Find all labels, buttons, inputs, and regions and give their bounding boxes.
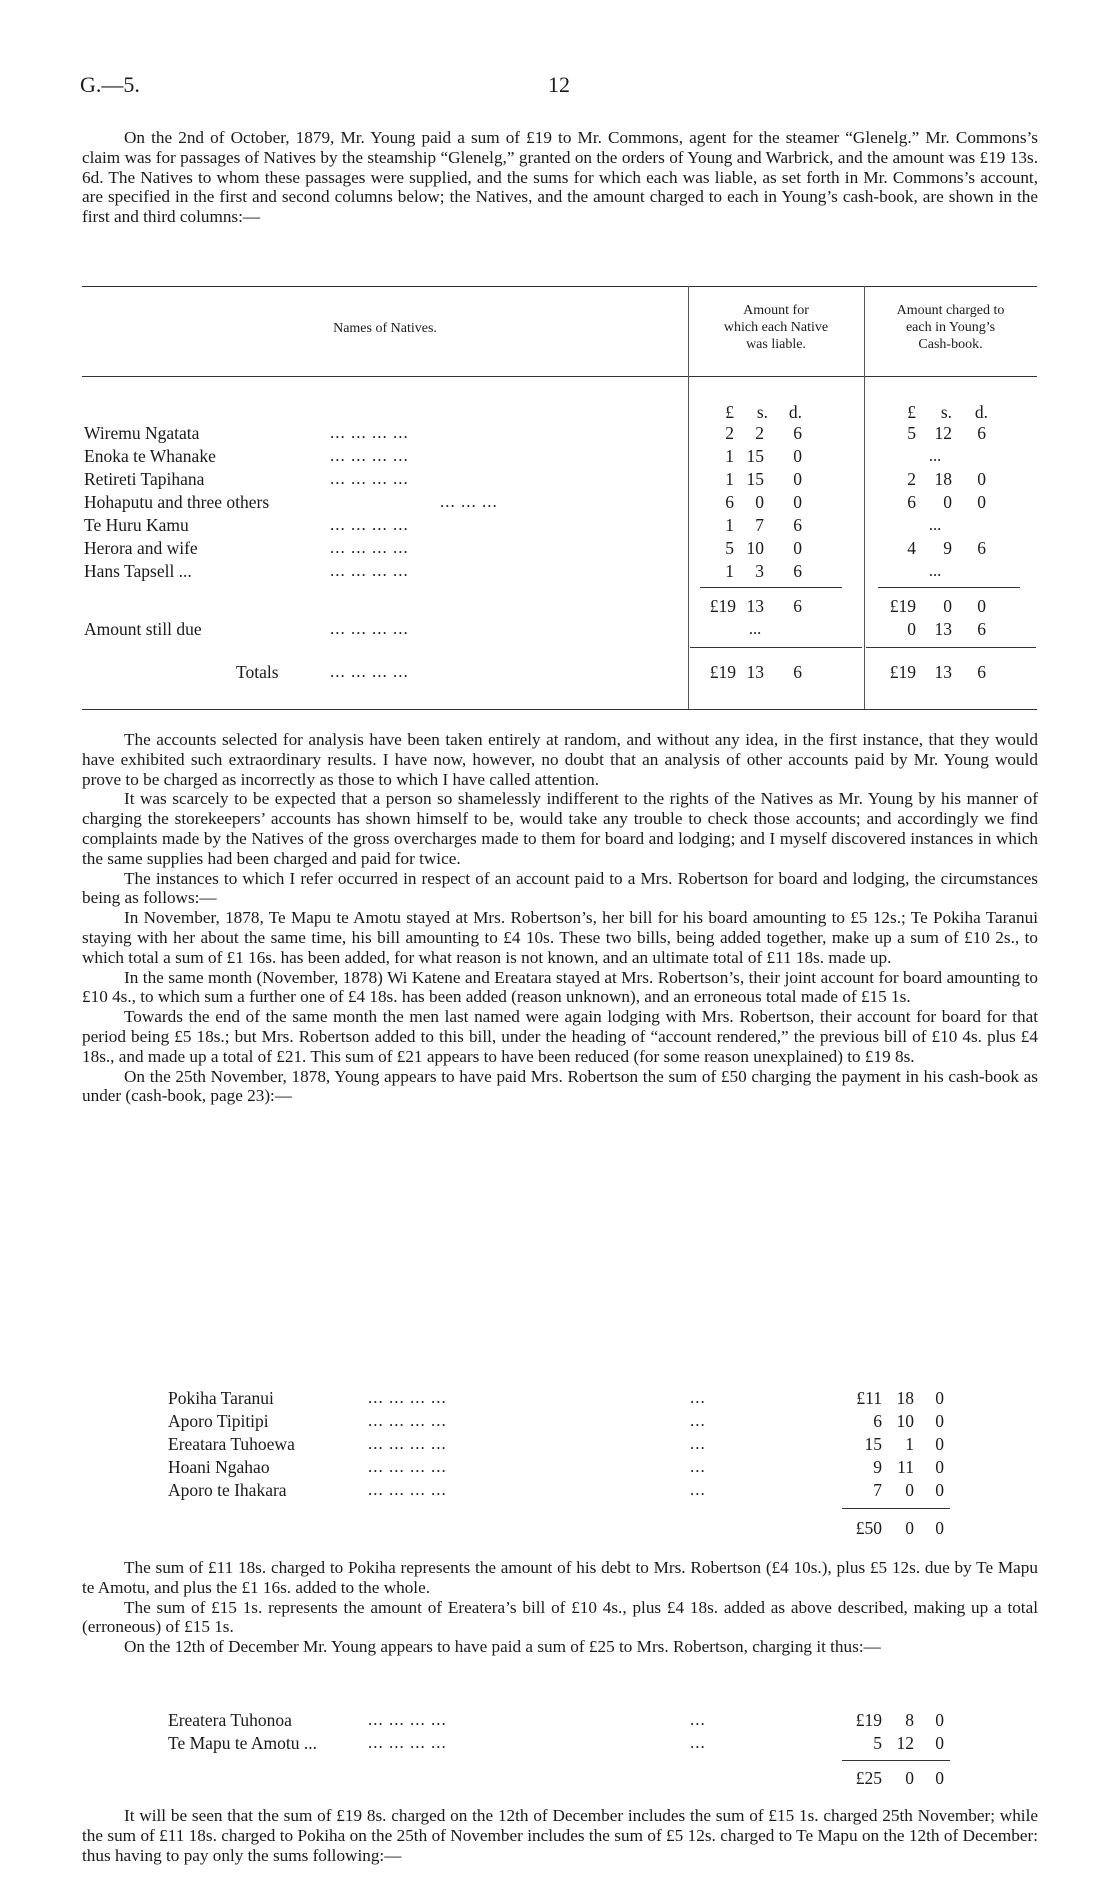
still-due-charged-pounds: 0 [907,619,916,639]
liable-shillings: 7 [755,515,764,535]
closing-paragraph [82,1806,1038,1865]
dot-leader: ... ... ... ... [368,1457,447,1476]
liable-shillings: 2 [755,423,764,443]
body-paragraph [82,730,1038,789]
dot-leader: ... ... ... ... [330,619,409,638]
col-liable-header-line: was liable. [746,337,806,352]
col-charged-header-line: Cash-book. [918,337,983,352]
list-item-shillings: 8 [905,1710,914,1730]
liable-pounds: 1 [725,515,734,535]
subtotal-liable-pounds: £19 [709,596,736,616]
table-top-rule [82,286,1037,287]
dot-leader: ... ... ... ... [330,515,409,534]
liable-shillings: 0 [755,492,764,512]
totals-charged-pence: 6 [977,662,986,682]
paragraph-text: It was scarcely to be expected that a person so shamelessly indifferent to the rights of the Natives as Mr. Young by his manner of charging the storekeepers’ accounts has shown himself to be, would take any trouble to check those accounts; and accordingly we find complaints made by the Natives of the gross overcharges made to them for board and lodging; and I myself discovered instances in which the same supplies had been charged and paid for twice. [82,789,1038,868]
liable-pounds: 1 [725,561,734,581]
table-row-name: Herora and wife [84,538,198,558]
list-item-pence: 0 [935,1480,944,1500]
list-item-pence: 0 [935,1434,944,1454]
series-header: G.—5. [80,72,140,97]
totals-charged-pounds: £19 [889,662,916,682]
body-paragraph [82,968,1038,1008]
liable-pence: 0 [793,492,802,512]
dot-leader: ... ... ... ... [368,1411,447,1430]
list-item-name: Ereatera Tuhonoa [168,1710,292,1730]
paragraph-text: The accounts selected for analysis have been taken entirely at random, and without any idea, in the first instance, that they would have exhibited such extraordinary results. I have now, however, no doubt that an analysis of other accounts paid by Mr. Young would prove to be charged as incorrectly as those to which I have called attention. [82,730,1038,789]
subtotal-liable-shillings: 13 [746,596,764,616]
body-paragraph [82,1067,1038,1107]
list-item-pence: 0 [935,1411,944,1431]
totals-liable-pence: 6 [793,662,802,682]
paragraph-text: Towards the end of the same month the men last named were again lodging with Mrs. Robertson, their account for board for that period being £5 18s.; but Mrs. Robertson added to this bill, under the heading of “account rendered,” the previous bill of £10 4s. plus £4 18s., and made up a total of £21. This sum of £21 appears to have been reduced (for some reason unexplained) to £19 8s. [82,1007,1038,1066]
liable-shillings: 15 [746,446,764,466]
intro-text: On the 2nd of October, 1879, Mr. Young paid a sum of £19 to Mr. Commons, agent for the steamer “Glenelg.” Mr. Commons’s claim was for passages of Natives by the steamship “Glenelg,” granted on the orders of Young and Warbrick, and the amount was £19 13s. 6d. The Natives to whom these passages were supplied, and the sums for which each was liable, as set forth in Mr. Commons’s account, are specified in the first and second columns below; the Natives, and the amount charged to each in Young’s cash-book, are shown in the first and third columns:— [82,128,1038,227]
dot-leader: ... ... ... ... [368,1710,447,1729]
list-item-shillings: 12 [896,1733,914,1753]
body-paragraph [82,1558,1038,1598]
list-total-rule [842,1760,950,1761]
charged-shillings: 9 [943,538,952,558]
liable-shillings: 10 [746,538,764,558]
body-paragraph [82,869,1038,909]
page-number: 12 [548,72,570,97]
totals-liable-pounds: £19 [709,662,736,682]
charged-pence: 0 [977,492,986,512]
list-item-shillings: 0 [905,1480,914,1500]
dot-leader: ... ... ... ... [368,1434,447,1453]
table-row-name: Hohaputu and three others [84,492,270,512]
list-item-name: Aporo Tipitipi [168,1411,269,1431]
subtotal-rule-charged [878,587,1020,588]
list-item-name: Aporo te Ihakara [168,1480,287,1500]
still-due-liable: ... [748,619,762,638]
charged-blank: ... [928,561,942,580]
paragraph-text: The instances to which I refer occurred in respect of an account paid to a Mrs. Robertson for board and lodging, the circumstances being as follows:— [82,868,1038,908]
still-due-charged-shillings: 13 [934,619,952,639]
list-item-pence: 0 [935,1733,944,1753]
charged-shillings: 0 [943,492,952,512]
paragraph-text: The sum of £15 1s. represents the amount of Ereatera’s bill of £10 4s., plus £4 18s. added as above described, making up a total (erroneous) of £15 1s. [82,1597,1038,1637]
subtotal-charged-pence: 0 [977,596,986,616]
subtotal-charged-pounds: £19 [889,596,916,616]
dot-leader: ... ... ... ... [368,1733,447,1752]
list-item-name: Te Mapu te Amotu ... [168,1733,317,1753]
unit-shillings: s. [756,402,768,422]
paragraph-text: It will be seen that the sum of £19 8s. charged on the 12th of December includes the sum of £15 1s. charged 25th November; while the sum of £11 18s. charged to Pokiha on the 25th of November includes the sum of £5 12s. charged to Te Mapu on the 12th of December: thus having to pay only the sums following:— [82,1806,1038,1865]
charged-blank: ... [928,446,942,465]
unit-shillings: s. [940,402,952,422]
dot-leader: ... ... ... ... [368,1480,447,1499]
charged-pence: 6 [977,423,986,443]
paragraph-text: The sum of £11 18s. charged to Pokiha represents the amount of his debt to Mrs. Robertson (£4 10s.), plus £5 12s. due by Te Mapu te Amotu, and plus the £1 16s. added to the whole. [82,1558,1038,1597]
dot-leader: ... ... ... ... [330,423,409,442]
liable-pounds: 5 [725,538,734,558]
still-due-label: Amount still due [84,619,202,639]
dot-leader: ... [690,1434,706,1453]
dot-leader: ... [690,1411,706,1430]
table-row-name: Te Huru Kamu [84,515,189,535]
body-paragraph [82,789,1038,868]
table-row-name: Wiremu Ngatata [84,423,200,443]
charged-pounds: 6 [907,492,916,512]
list-item-pounds: 6 [873,1411,882,1431]
subtotal-rule-liable [700,587,842,588]
list-item-shillings: 10 [896,1411,914,1431]
list-item-pounds: £11 [856,1388,882,1408]
list-total-pounds: £50 [855,1518,882,1538]
body-paragraph [82,908,1038,967]
dot-leader: ... ... ... [440,492,498,511]
totals-charged-shillings: 13 [934,662,952,682]
list-item-pence: 0 [935,1710,944,1730]
charged-pounds: 5 [907,423,916,443]
dot-leader: ... [690,1710,706,1729]
subtotal-charged-shillings: 0 [943,596,952,616]
charged-pounds: 4 [907,538,916,558]
liable-pence: 0 [793,469,802,489]
unit-pence: d. [788,402,802,422]
body-paragraph [82,1598,1038,1638]
totals-rule-liable [690,647,862,648]
paragraphs-block-b [82,1558,1038,1657]
table-row-name: Enoka te Whanake [84,446,216,466]
list-item-pounds: 9 [873,1457,882,1477]
charged-pounds: 2 [907,469,916,489]
dot-leader: ... ... ... ... [330,446,409,465]
liable-pounds: 6 [725,492,734,512]
dot-leader: ... ... ... ... [330,662,409,681]
list-total-shillings: 0 [905,1768,914,1788]
charged-shillings: 18 [934,469,952,489]
list-item-pence: 0 [935,1388,944,1408]
charged-blank: ... [928,515,942,534]
paragraph-text: In November, 1878, Te Mapu te Amotu stayed at Mrs. Robertson’s, her bill for his board amounting to £5 12s.; Te Pokiha Taranui staying with her about the same time, his bill amounting to £4 10s. These two bills, being added together, make up a sum of £10 2s., to which total a sum of £1 16s. has been added, for what reason is not known, and an ultimate total of £11 18s. made up. [82,908,1038,967]
dot-leader: ... [690,1388,706,1407]
subtotal-liable-pence: 6 [793,596,802,616]
unit-pounds: £ [725,402,734,422]
totals-rule-charged [866,647,1036,648]
table-row-name: Hans Tapsell ... [84,561,192,581]
dot-leader: ... ... ... ... [330,469,409,488]
liable-pence: 6 [793,515,802,535]
paragraphs-block-a [82,730,1038,1106]
list-total-rule [842,1508,950,1509]
charged-shillings: 12 [934,423,952,443]
list-total-pence: 0 [935,1518,944,1538]
list-total-pence: 0 [935,1768,944,1788]
col-names-header: Names of Natives. [333,321,437,336]
liable-pence: 6 [793,423,802,443]
list-item-pounds: 15 [864,1434,882,1454]
paragraph-text: On the 25th November, 1878, Young appears to have paid Mrs. Robertson the sum of £50 charging the payment in his cash-book as under (cash-book, page 23):— [82,1066,1038,1106]
list-item-shillings: 1 [905,1434,914,1454]
col-charged-header [864,302,1037,353]
liable-pounds: 2 [725,423,734,443]
liable-pence: 6 [793,561,802,581]
table-header-rule [82,376,1037,377]
liable-shillings: 3 [755,561,764,581]
list-item-shillings: 18 [896,1388,914,1408]
dot-leader: ... ... ... ... [368,1388,447,1407]
paragraph-text: In the same month (November, 1878) Wi Katene and Ereatara stayed at Mrs. Robertson’s, their joint account for board amounting to £10 4s., to which sum a further one of £4 18s. has been added (reason unknown), and an erroneous total made of £15 1s. [82,967,1038,1007]
list-item-pounds: £19 [855,1710,882,1730]
liable-pence: 0 [793,446,802,466]
col-charged-header-line: Amount charged to [896,303,1005,318]
paragraph-text: On the 12th of December Mr. Young appears to have paid a sum of £25 to Mrs. Robertson, charging it thus:— [124,1637,881,1657]
col-liable-header [688,302,864,353]
col-liable-header-line: which each Native [723,320,829,335]
dot-leader: ... ... ... ... [330,561,409,580]
col-charged-header-line: each in Young’s [905,320,996,335]
list-item-pounds: 5 [873,1733,882,1753]
list-total-shillings: 0 [905,1518,914,1538]
dot-leader: ... ... ... ... [330,538,409,557]
body-paragraph [82,1007,1038,1066]
totals-label: Totals [236,662,279,682]
list-item-pounds: 7 [873,1480,882,1500]
list-total-pounds: £25 [855,1768,882,1788]
charged-pence: 6 [977,538,986,558]
charged-pence: 0 [977,469,986,489]
dot-leader: ... [690,1457,706,1476]
intro-paragraph [82,128,1038,227]
liable-pounds: 1 [725,469,734,489]
table-row-name: Retireti Tapihana [84,469,205,489]
unit-pence: d. [974,402,988,422]
list-item-name: Hoani Ngahao [168,1457,270,1477]
still-due-charged-pence: 6 [977,619,986,639]
dot-leader: ... [690,1733,706,1752]
liable-pence: 0 [793,538,802,558]
list-item-shillings: 11 [897,1457,914,1477]
col-liable-header-line: Amount for [743,303,809,318]
body-paragraph [82,1637,1038,1657]
list-item-pence: 0 [935,1457,944,1477]
list-item-name: Pokiha Taranui [168,1388,274,1408]
table-bottom-rule [82,709,1037,710]
list-item-name: Ereatara Tuhoewa [168,1434,295,1454]
dot-leader: ... [690,1480,706,1499]
liable-shillings: 15 [746,469,764,489]
liable-pounds: 1 [725,446,734,466]
unit-pounds: £ [907,402,916,422]
totals-liable-shillings: 13 [746,662,764,682]
